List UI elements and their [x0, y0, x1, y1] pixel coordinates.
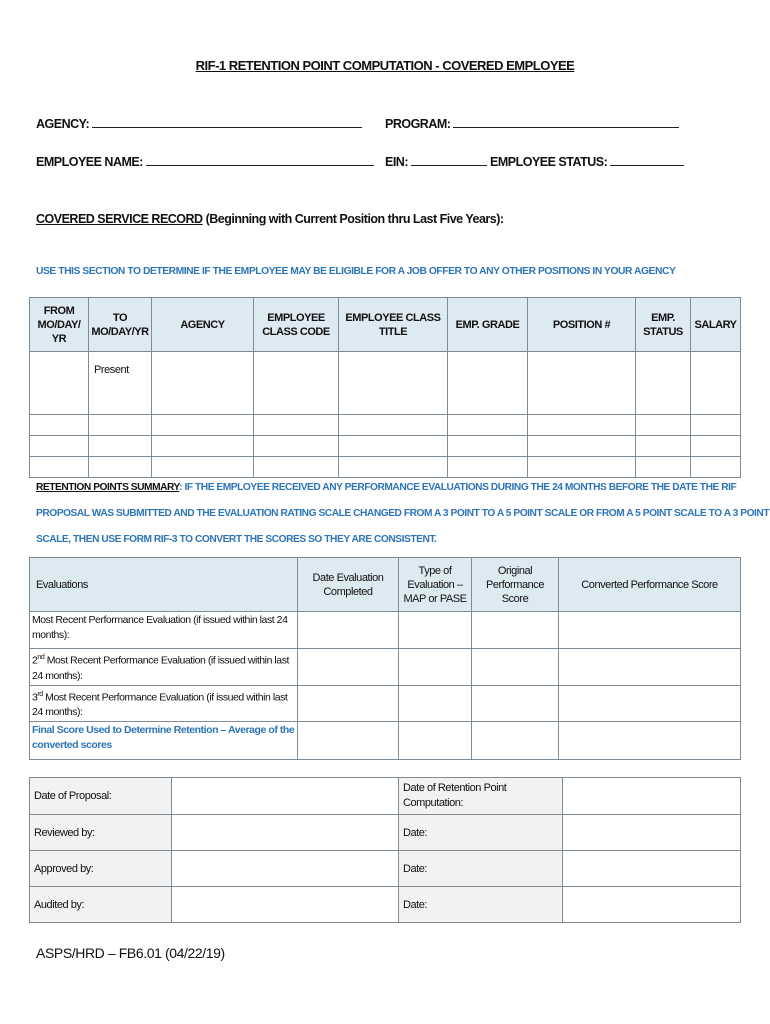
- date-of-retention-input[interactable]: [563, 778, 741, 815]
- cell[interactable]: [298, 649, 399, 686]
- col-class-code: EMPLOYEE CLASS CODE: [254, 298, 339, 352]
- col-emp-status: EMP. STATUS: [636, 298, 691, 352]
- col-position: POSITION #: [528, 298, 636, 352]
- cell[interactable]: [152, 415, 254, 436]
- employee-name-field: [36, 154, 374, 169]
- table-row: [30, 685, 741, 722]
- col-class-title: EMPLOYEE CLASS TITLE: [339, 298, 448, 352]
- cell[interactable]: [691, 415, 741, 436]
- eval-col-converted-score: Converted Performance Score: [559, 558, 741, 612]
- cell[interactable]: [298, 685, 399, 722]
- cell[interactable]: [399, 685, 472, 722]
- eval-row-final-score: Final Score Used to Determine Retention – Average of the converted scores: [30, 722, 298, 760]
- cell[interactable]: [528, 457, 636, 478]
- evaluations-table: [29, 557, 741, 760]
- form-title: RIF-1 RETENTION POINT COMPUTATION - COVERED EMPLOYEE: [195, 58, 575, 73]
- eval-row-second-num: 2: [32, 654, 38, 667]
- employee-status-label: EMPLOYEE STATUS:: [490, 155, 608, 169]
- retention-summary-label: RETENTION POINTS SUMMARY: [36, 482, 180, 493]
- signoff-table: [29, 777, 741, 923]
- agency-field: [36, 116, 362, 131]
- cell[interactable]: [472, 612, 559, 649]
- cell[interactable]: [254, 436, 339, 457]
- eval-row-third: [30, 685, 298, 722]
- cell[interactable]: [339, 436, 448, 457]
- service-instruction: USE THIS SECTION TO DETERMINE IF THE EMPLOYEE MAY BE ELIGIBLE FOR A JOB OFFER TO ANY OTHER POSITIONS IN YOUR AGENCY: [36, 266, 676, 277]
- reviewed-by-label: Reviewed by:: [30, 815, 172, 851]
- table-row: [30, 722, 741, 760]
- approved-by-input[interactable]: [172, 851, 399, 887]
- table-row: [30, 887, 741, 923]
- cell[interactable]: [636, 457, 691, 478]
- eval-row-second: [30, 649, 298, 686]
- table-row: [30, 612, 741, 649]
- table-row: [30, 352, 741, 415]
- cell[interactable]: [89, 415, 152, 436]
- cell[interactable]: [528, 352, 636, 415]
- cell[interactable]: [89, 436, 152, 457]
- ein-input-line[interactable]: [411, 154, 487, 166]
- audited-by-label: Audited by:: [30, 887, 172, 923]
- retention-summary-line2: PROPOSAL WAS SUBMITTED AND THE EVALUATION RATING SCALE CHANGED FROM A 3 POINT TO A 5 POINT SCALE OR FROM A 5 POINT SCALE TO A 3 POINT: [36, 508, 770, 519]
- program-field: [385, 116, 679, 131]
- cell[interactable]: [636, 415, 691, 436]
- approved-date-label: Date:: [399, 851, 563, 887]
- col-agency: AGENCY: [152, 298, 254, 352]
- cell[interactable]: [528, 415, 636, 436]
- table-row: [30, 851, 741, 887]
- cell[interactable]: [448, 352, 528, 415]
- cell[interactable]: [298, 722, 399, 760]
- eval-row-third-text: Most Recent Performance Evaluation (if issued within last 24 months):: [32, 691, 288, 718]
- eval-row-second-text: Most Recent Performance Evaluation (if issued within last 24 months):: [32, 654, 289, 682]
- cell[interactable]: [472, 649, 559, 686]
- table-row: [30, 778, 741, 815]
- reviewed-by-input[interactable]: [172, 815, 399, 851]
- reviewed-date-input[interactable]: [563, 815, 741, 851]
- cell[interactable]: [30, 352, 89, 415]
- cell[interactable]: [254, 352, 339, 415]
- covered-service-heading-underlined: COVERED SERVICE RECORD: [36, 212, 203, 226]
- retention-summary-line3: SCALE, THEN USE FORM RIF-3 TO CONVERT THE SCORES SO THEY ARE CONSISTENT.: [36, 534, 437, 545]
- retention-summary-line1: [36, 482, 736, 493]
- date-of-proposal-label: Date of Proposal:: [30, 778, 172, 815]
- covered-service-heading-rest: (Beginning with Current Position thru Last Five Years):: [202, 212, 504, 226]
- covered-service-heading: [36, 212, 504, 226]
- eval-col-evaluations: Evaluations: [30, 558, 298, 612]
- cell[interactable]: [399, 612, 472, 649]
- eval-row-third-sup: rd: [37, 690, 43, 698]
- agency-label: AGENCY:: [36, 117, 90, 131]
- table-row: [30, 457, 741, 478]
- cell[interactable]: [89, 457, 152, 478]
- audited-by-input[interactable]: [172, 887, 399, 923]
- cell[interactable]: [691, 352, 741, 415]
- ein-field: [385, 154, 487, 169]
- agency-input-line[interactable]: [92, 116, 362, 128]
- cell[interactable]: [448, 457, 528, 478]
- date-of-retention-label: Date of Retention Point Computation:: [399, 778, 563, 815]
- col-to: TO MO/DAY/YR: [89, 298, 152, 352]
- approved-date-input[interactable]: [563, 851, 741, 887]
- program-input-line[interactable]: [453, 116, 679, 128]
- service-record-table: [29, 297, 741, 478]
- cell[interactable]: [472, 685, 559, 722]
- cell[interactable]: [691, 436, 741, 457]
- employee-status-input-line[interactable]: [610, 154, 684, 166]
- cell[interactable]: [30, 457, 89, 478]
- employee-name-label: EMPLOYEE NAME:: [36, 155, 143, 169]
- cell[interactable]: [339, 457, 448, 478]
- cell[interactable]: [30, 436, 89, 457]
- cell[interactable]: [399, 722, 472, 760]
- col-from: FROM MO/DAY/ YR: [30, 298, 89, 352]
- cell[interactable]: [152, 352, 254, 415]
- col-salary: SALARY: [691, 298, 741, 352]
- retention-summary-note1: : IF THE EMPLOYEE RECEIVED ANY PERFORMANCE EVALUATIONS DURING THE 24 MONTHS BEFORE THE DATE THE RIF: [179, 482, 737, 493]
- eval-row-second-sup: nd: [37, 654, 45, 661]
- ein-label: EIN:: [385, 155, 408, 169]
- eval-col-date-completed: Date Evaluation Completed: [298, 558, 399, 612]
- col-emp-grade: EMP. GRADE: [448, 298, 528, 352]
- cell[interactable]: [559, 722, 741, 760]
- table-row: [30, 415, 741, 436]
- cell[interactable]: [399, 649, 472, 686]
- eval-col-type: Type of Evaluation – MAP or PASE: [399, 558, 472, 612]
- cell[interactable]: [30, 415, 89, 436]
- cell[interactable]: [339, 415, 448, 436]
- employee-name-input-line[interactable]: [146, 154, 374, 166]
- cell[interactable]: [152, 436, 254, 457]
- cell[interactable]: [636, 352, 691, 415]
- cell[interactable]: [559, 649, 741, 686]
- cell[interactable]: [89, 352, 152, 415]
- cell[interactable]: [472, 722, 559, 760]
- approved-by-label: Approved by:: [30, 851, 172, 887]
- cell[interactable]: [691, 457, 741, 478]
- reviewed-date-label: Date:: [399, 815, 563, 851]
- cell[interactable]: [448, 436, 528, 457]
- audited-date-input[interactable]: [563, 887, 741, 923]
- cell[interactable]: [152, 457, 254, 478]
- table-row: [30, 815, 741, 851]
- date-of-proposal-input[interactable]: [172, 778, 399, 815]
- eval-col-original-score: Original Performance Score: [472, 558, 559, 612]
- cell[interactable]: [559, 612, 741, 649]
- present-label: Present: [94, 364, 129, 376]
- eval-row-most-recent: Most Recent Performance Evaluation (if issued within last 24 months):: [30, 612, 298, 649]
- cell[interactable]: [448, 415, 528, 436]
- cell[interactable]: [559, 685, 741, 722]
- eval-row-third-num: 3: [32, 691, 38, 703]
- cell[interactable]: [298, 612, 399, 649]
- cell[interactable]: [636, 436, 691, 457]
- audited-date-label: Date:: [399, 887, 563, 923]
- table-row: [30, 649, 741, 686]
- cell[interactable]: [254, 415, 339, 436]
- cell[interactable]: [254, 457, 339, 478]
- form-footer: ASPS/HRD – FB6.01 (04/22/19): [36, 945, 225, 961]
- program-label: PROGRAM:: [385, 117, 451, 131]
- cell[interactable]: [339, 352, 448, 415]
- employee-status-field: [490, 154, 684, 169]
- cell[interactable]: [528, 436, 636, 457]
- table-row: [30, 436, 741, 457]
